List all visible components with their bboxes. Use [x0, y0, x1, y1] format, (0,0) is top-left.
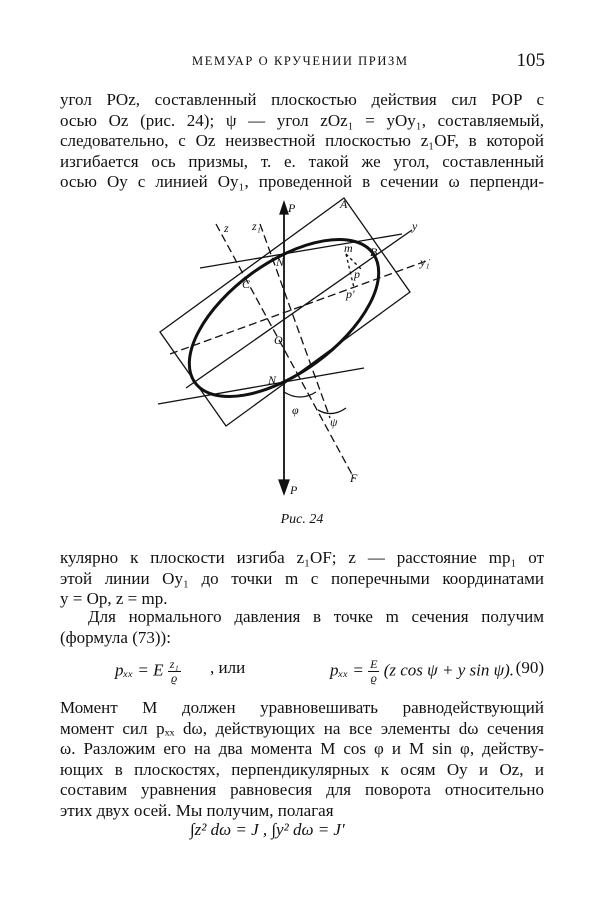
label-phi: φ: [292, 403, 299, 417]
label-p: p: [354, 267, 360, 281]
y1-axis: [170, 256, 430, 354]
page-number: 105: [516, 50, 545, 71]
label-A: A: [340, 197, 348, 211]
label-N-top: N: [276, 255, 285, 269]
fraction-2-denominator: ϱ: [370, 671, 377, 685]
fraction-1-numerator: z₁: [169, 657, 179, 671]
paragraph-4: [60, 698, 544, 822]
integral-definitions: ∫z² dω = J , ∫y² dω = J′: [190, 820, 345, 839]
label-C: C: [242, 277, 251, 291]
figure-24: [150, 196, 430, 506]
text-line: (формула (73)):: [60, 627, 171, 647]
running-title: МЕМУАР О КРУЧЕНИИ ПРИЗМ: [192, 54, 409, 68]
label-N-bottom: N: [268, 373, 277, 387]
paragraph-2: [60, 548, 544, 610]
label-z: z: [224, 221, 229, 235]
label-y1: y₁: [420, 255, 430, 269]
formula-part-1: [115, 658, 181, 685]
fraction-1-denominator: ϱ: [171, 671, 178, 685]
text-line: ω. Разложим его на два момента M cos φ и M sin φ, действу-: [60, 739, 544, 759]
label-m: m: [344, 241, 353, 255]
label-z1: z₁: [252, 219, 261, 233]
text-line: составим уравнения равновесия для поворота относительно: [60, 780, 544, 800]
label-y: y: [412, 219, 418, 233]
arrow-bottom: [279, 480, 289, 494]
text-line: угол POz, составленный плоскостью действия сил POP с: [60, 90, 544, 109]
text-line: момент сил pₓₓ dω, действующих на все элементы dω сечения: [60, 718, 544, 738]
text-line: осью Oz (рис. 24); ψ — угол zOz₁ = yOy₁, составляемый,: [60, 110, 544, 130]
text-line: изгибается ось призмы, т. е. такой же угол, составленный: [60, 151, 544, 171]
text-line: кулярно к плоскости изгиба z₁OF; z — расстояние mp₁ от: [60, 548, 544, 567]
text-line: этой линии Oy₁ до точки m с поперечными координатами: [60, 568, 544, 588]
label-F: F: [350, 471, 358, 485]
fraction-1: [168, 658, 181, 685]
label-psi: ψ: [330, 415, 338, 429]
text-line: Момент M должен уравновешивать равнодействующий: [60, 698, 544, 717]
fraction-2: [368, 658, 379, 685]
y-axis: [186, 230, 412, 388]
formula-rhs-2: (z cos ψ + y sin ψ).: [383, 660, 515, 680]
formula-lhs-1: pₓₓ = E: [115, 660, 164, 680]
arrow-top: [280, 202, 288, 214]
formula-lhs-2: pₓₓ =: [330, 660, 364, 680]
fraction-2-numerator: E: [370, 657, 378, 671]
z-axis: [216, 224, 354, 478]
phi-arc: [284, 392, 316, 397]
text-line: этих двух осей. Мы получим, полагая: [60, 800, 334, 820]
label-P-bottom: P: [290, 483, 298, 497]
label-P-top: P: [288, 201, 296, 215]
label-B: B: [370, 245, 378, 259]
equation-number: (90): [515, 658, 544, 677]
text-line: следовательно, с Oz неизвестной плоскостью z₁OF, в которой: [60, 131, 544, 151]
paragraph-3: [60, 607, 544, 648]
psi-arc: [318, 408, 346, 414]
label-p-prime: p': [346, 287, 355, 301]
text-line: Для нормального давления в точке m сечения получим: [88, 607, 544, 626]
text-line: ющих в плоскостях, перпендикулярных к осям Oy и Oz, и: [60, 759, 544, 779]
page-header: [60, 50, 545, 74]
text-line: осью Oy с линией Oy₁, проведенной в сечении ω перпенди-: [60, 172, 544, 192]
formula-90: [60, 648, 544, 688]
text-line: y = Op, z = mp.: [60, 589, 168, 609]
formula-part-2: [330, 658, 514, 685]
formula-separator: , или: [210, 658, 246, 677]
figure-caption: Рис. 24: [280, 512, 324, 527]
paragraph-1: [60, 90, 544, 193]
label-O: O: [274, 333, 283, 347]
